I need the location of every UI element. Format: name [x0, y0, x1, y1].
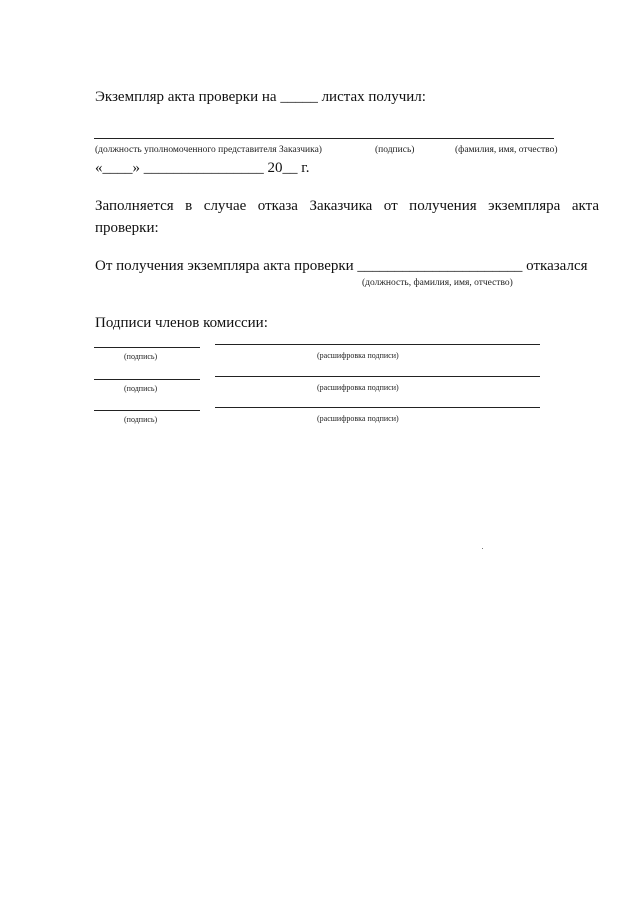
commission-signature-caption: (подпись)	[124, 415, 158, 424]
commission-signature-caption: (подпись)	[124, 352, 158, 361]
commission-decode-line	[215, 407, 540, 408]
commission-signature-line	[94, 410, 200, 411]
commission-decode-caption: (расшифровка подписи)	[317, 383, 399, 392]
date-year-blank: __	[282, 160, 298, 176]
date-month-blank: ________________	[143, 160, 264, 176]
date-year-prefix: 20	[267, 160, 283, 176]
scan-speck	[482, 548, 483, 549]
refusal-statement	[95, 258, 588, 275]
date-year-suffix: г.	[301, 160, 310, 176]
receipt-suffix: листах получил:	[321, 89, 426, 105]
date-day-blank: ____	[102, 160, 133, 176]
refusal-statement-suffix: отказался	[526, 258, 588, 274]
refusal-statement-prefix: От получения экземпляра акта проверки	[95, 258, 354, 274]
refusal-caption: (должность, фамилия, имя, отчество)	[362, 278, 513, 288]
refusal-notice-line1: Заполняется в случае отказа Заказчика от получения экземпляра акта	[95, 198, 599, 214]
commission-signature-line	[94, 379, 200, 380]
customer-signature-caption: (подпись)	[375, 145, 415, 155]
commission-decode-caption: (расшифровка подписи)	[317, 414, 399, 423]
date-line	[95, 160, 309, 177]
date-open-quote: «	[95, 160, 103, 176]
receipt-sheets-blank: _____	[280, 89, 318, 105]
receipt-line	[95, 89, 426, 106]
commission-heading: Подписи членов комиссии:	[95, 315, 268, 331]
commission-decode-line	[215, 344, 540, 345]
commission-signature-line	[94, 347, 200, 348]
customer-name-caption: (фамилия, имя, отчество)	[455, 145, 558, 155]
date-close-quote: »	[132, 160, 140, 176]
commission-decode-caption: (расшифровка подписи)	[317, 351, 399, 360]
customer-position-caption: (должность уполномоченного представителя Заказчика)	[95, 145, 322, 155]
receipt-prefix: Экземпляр акта проверки на	[95, 89, 277, 105]
commission-decode-line	[215, 376, 540, 377]
refusal-notice-line2: проверки:	[95, 220, 159, 236]
refusal-statement-blank: ______________________	[357, 258, 523, 274]
commission-signature-caption: (подпись)	[124, 384, 158, 393]
customer-rep-line	[94, 138, 554, 139]
